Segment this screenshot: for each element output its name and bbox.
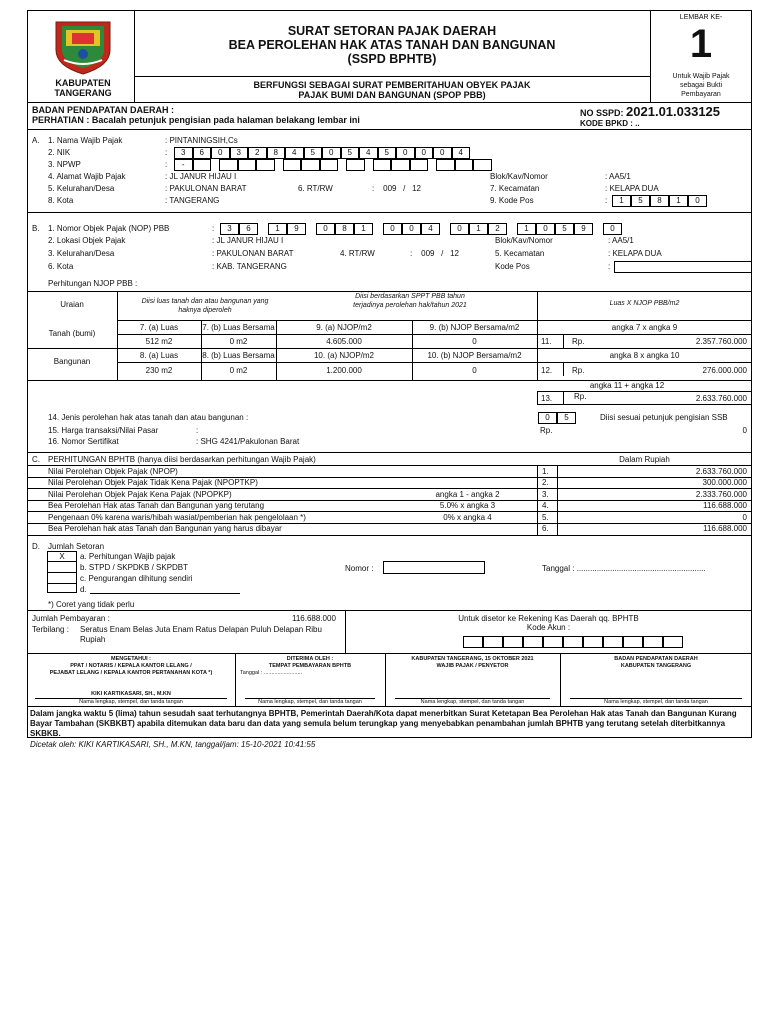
tanah-njop: 4.605.000	[326, 337, 362, 346]
digit-cell: 3	[174, 147, 193, 159]
digit-cell: 0	[603, 223, 622, 235]
option-c: c. Pengurangan dihitung sendiri	[80, 574, 193, 583]
digit-cell: 5	[341, 147, 360, 159]
value-kecamatan: KELAPA DUA	[609, 184, 659, 193]
bphtb-value: 116.688.000	[703, 501, 747, 510]
digit-cell: 4	[452, 147, 471, 159]
digit-cell	[643, 636, 663, 648]
value-12: 276.000.000	[702, 366, 747, 375]
digit-cell: 3	[220, 223, 239, 235]
digit-cell: 1	[469, 223, 488, 235]
digit-cell	[463, 636, 483, 648]
bphtb-no: 1.	[542, 466, 549, 476]
label-kodepos-b: Kode Pos	[495, 262, 530, 271]
bphtb-value: 300.000.000	[702, 478, 747, 487]
value-terbilang: Seratus Enam Belas Juta Enam Ratus Delapan Puluh Delapan Ribu Rupiah	[80, 625, 322, 644]
digit-cell	[436, 159, 455, 171]
bphtb-label: Nilai Perolehan Objek Pajak Kena Pajak (NPOPKP)	[48, 489, 232, 499]
digit-cell: 0	[383, 223, 402, 235]
label-blok: Blok/Kav/Nomor	[490, 172, 548, 181]
label-harga: 15. Harga transaksi/Nilai Pasar	[48, 426, 159, 435]
bphtb-value: 0	[742, 512, 747, 522]
jenis-note: Diisi sesuai petunjuk pengisian SSB	[600, 413, 728, 422]
bphtb-label: Bea Perolehan hak atas Tanah dan Bangunan yang harus dibayar	[48, 524, 282, 533]
bphtb-value: 2.333.760.000	[695, 489, 747, 499]
digit-cell: 6	[193, 147, 212, 159]
digit-cell: 0	[538, 412, 557, 424]
digit-cell: 5	[555, 223, 574, 235]
row-tanah: Tanah (bumi)	[48, 329, 96, 338]
bphtb-no: 2.	[542, 478, 549, 487]
section-d-title: Jumlah Setoran	[48, 542, 105, 551]
digit-cell: 0	[211, 147, 230, 159]
label-nomor: Nomor :	[345, 564, 374, 573]
digit-cell	[563, 636, 583, 648]
label-nop: 1. Nomor Objek Pajak (NOP) PBB	[48, 224, 170, 233]
digit-cell: 1	[354, 223, 373, 235]
digit-cell: 8	[650, 195, 669, 207]
digit-cell: 4	[359, 147, 378, 159]
digit-cell	[219, 159, 238, 171]
digit-cell	[623, 636, 643, 648]
digit-cell: 0	[450, 223, 469, 235]
digit-cell: 5	[557, 412, 576, 424]
value-blok-b: AA5/1	[612, 236, 634, 245]
label-nik: 2. NIK	[48, 148, 71, 157]
bphtb-value: 116.688.000	[703, 524, 747, 533]
digit-cell: 4	[421, 223, 440, 235]
value-rw: 12	[412, 184, 421, 193]
digit-cell: 6	[239, 223, 258, 235]
label-kota: 8. Kota	[48, 196, 74, 205]
value-lokasi: JL JANUR HIJAU I	[216, 236, 284, 245]
col-diisi-sppt: Diisi berdasarkan SPPT PBB tahun terjadinya perolehan hak/tahun 2021	[353, 293, 467, 309]
section-c-letter: C.	[32, 455, 40, 464]
value-nama: PINTANINGSIH,Cs	[169, 136, 238, 145]
digit-cell: 5	[631, 195, 650, 207]
digit-cell	[320, 159, 339, 171]
value-13: 2.633.760.000	[695, 394, 747, 403]
digit-cell: 0	[322, 147, 341, 159]
label-rtrw-b: 4. RT/RW	[340, 249, 375, 258]
label-blok-b: Blok/Kav/Nomor	[495, 236, 553, 245]
value-kecamatan-b: KELAPA DUA	[612, 249, 662, 258]
value-kelurahan-b: PAKULONAN BARAT	[216, 249, 294, 258]
digit-cell: 4	[285, 147, 304, 159]
digit-cell: 1	[612, 195, 631, 207]
label-jenis: 14. Jenis perolehan hak atas tanah dan atau bangunan :	[48, 413, 249, 422]
digit-cell	[256, 159, 275, 171]
ppat-name: KIKI KARTIKASARI, SH., M.KN	[91, 691, 171, 697]
value-rt: 009	[383, 184, 397, 193]
bphtb-calc: 5.0% x angka 3	[439, 501, 496, 510]
nomor-field[interactable]	[383, 561, 485, 574]
digit-cell	[455, 159, 474, 171]
digit-cell: 3	[230, 147, 249, 159]
section-d-letter: D.	[32, 542, 40, 551]
label-tanggal: Tanggal : ..........................................................	[542, 564, 706, 573]
bphtb-value: 2.633.760.000	[695, 466, 747, 476]
label-jumlah: Jumlah Pembayaran :	[32, 614, 110, 623]
bangunan-luas: 230 m2	[145, 366, 173, 375]
skbkbt-warning: Dalam jangka waktu 5 (lima) tahun sesudah saat terhutangnya BPHTB, Pemerintah Daerah/Kota dapat menerbitkan Surat Ketetapan Bea Perolehan Hak atas Tanah dan Bangunan Kurang Bayar Tambahan (SKBKBT) apabila ditemukan data baru dan data yang semula belum terungkap yang menyebabkan penambahan jumlah BPHTB yang terutang setelah diterbitkannya SKBKB.	[30, 709, 737, 738]
dalam-rupiah: Dalam Rupiah	[619, 455, 670, 464]
bphtb-label: Bea Perolehan Hak atas Tanah dan Bangunan yang terutang	[48, 501, 265, 510]
bphtb-no: 4.	[542, 501, 549, 510]
value-11: 2.357.760.000	[695, 337, 747, 346]
digit-cell	[373, 159, 392, 171]
label-rtrw: 6. RT/RW	[298, 184, 333, 193]
checkbox-a[interactable]: X	[59, 552, 65, 561]
label-alamat: 4. Alamat Wajib Pajak	[48, 172, 126, 181]
label-lokasi: 2. Lokasi Objek Pajak	[48, 236, 126, 245]
form-title: SURAT SETORAN PAJAK DAERAH BEA PEROLEHAN HAK ATAS TANAH DAN BANGUNAN (SSPD BPHTB)	[228, 24, 556, 66]
bphtb-no: 5.	[542, 512, 549, 522]
row-bangunan: Bangunan	[53, 357, 91, 366]
njop-title: Perhitungan NJOP PBB :	[48, 279, 138, 288]
value-sertifikat: SHG 4241/Pakulonan Barat	[200, 437, 300, 446]
digit-cell: -	[174, 159, 193, 171]
value-jumlah: 116.688.000	[292, 614, 336, 623]
coret-note: *) Coret yang tidak perlu	[48, 600, 135, 609]
digit-cell: 9	[574, 223, 593, 235]
digit-cell: 5	[378, 147, 397, 159]
value-kota: TANGERANG	[169, 196, 220, 205]
bphtb-no: 3.	[542, 489, 549, 499]
lembar-number: 1	[689, 22, 713, 66]
label-kelurahan: 5. Kelurahan/Desa	[48, 184, 115, 193]
value-blok: AA5/1	[609, 172, 631, 181]
label-kecamatan: 7. Kecamatan	[490, 184, 540, 193]
label-sertifikat: 16. Nomor Sertifikat	[48, 437, 119, 446]
digit-cell	[583, 636, 603, 648]
digit-cell: 0	[433, 147, 452, 159]
bphtb-label: Pengenaan 0% karena waris/hibah wasiat/pemberian hak pengelolaan *)	[48, 512, 306, 522]
digit-cell: 0	[415, 147, 434, 159]
label-kode-akun: Kode Akun :	[526, 623, 571, 632]
digit-cell	[193, 159, 212, 171]
digit-cell	[410, 159, 429, 171]
digit-cell: 8	[267, 147, 286, 159]
lembar-note: Untuk Wajib Pajak sebagai Bukti Pembayaran	[672, 73, 730, 98]
section-c-title: PERHITUNGAN BPHTB (hanya diisi berdasarkan perhitungan Wajib Pajak)	[48, 455, 316, 464]
digit-cell	[483, 636, 503, 648]
digit-cell: 9	[287, 223, 306, 235]
region-name: KABUPATEN TANGERANG	[54, 78, 112, 98]
agency-name: BADAN PENDAPATAN DAERAH :	[32, 105, 174, 115]
col-uraian: Uraian	[60, 300, 84, 309]
digit-cell	[238, 159, 257, 171]
digit-cell: 1	[268, 223, 287, 235]
digit-cell	[503, 636, 523, 648]
bphtb-no: 6.	[542, 524, 549, 533]
digit-cell	[523, 636, 543, 648]
digit-cell: 0	[402, 223, 421, 235]
bangunan-njop: 1.200.000	[326, 366, 362, 375]
label-kelurahan-b: 3. Kelurahan/Desa	[48, 249, 115, 258]
regional-logo	[50, 16, 116, 76]
value-kelurahan: PAKULONAN BARAT	[169, 184, 247, 193]
option-b: b. STPD / SKPDKB / SKPDBT	[80, 563, 189, 572]
digit-cell	[543, 636, 563, 648]
digit-cell	[346, 159, 365, 171]
digit-cell	[301, 159, 320, 171]
printed-by: Dicetak oleh: KIKI KARTIKASARI, SH., M.KN, tanggal/jam: 15-10-2021 10:41:55	[30, 740, 316, 749]
digit-cell: 8	[335, 223, 354, 235]
label-terbilang: Terbilang :	[32, 625, 69, 634]
option-a: a. Perhitungan Wajib pajak	[80, 552, 176, 561]
col-diisi-luas: Diisi luas tanah dan atau bangunan yang haknya diperoleh	[141, 298, 269, 314]
digit-cell: 1	[517, 223, 536, 235]
value-harga: 0	[742, 426, 747, 435]
section-a-letter: A.	[32, 136, 40, 145]
value-alamat: JL JANUR HIJAU I	[169, 172, 237, 181]
label-npwp: 3. NPWP	[48, 160, 81, 169]
digit-cell	[473, 159, 492, 171]
bphtb-label: Nilai Perolehan Objek Pajak (NPOP)	[48, 466, 178, 476]
tanah-luas: 512 m2	[145, 337, 173, 346]
digit-cell	[663, 636, 683, 648]
digit-cell: 2	[248, 147, 267, 159]
option-d: d.	[80, 585, 87, 594]
disetor-note: Untuk disetor ke Rekening Kas Daerah qq. BPHTB	[458, 614, 639, 623]
digit-cell: 2	[488, 223, 507, 235]
bphtb-label: Nilai Perolehan Objek Pajak Tidak Kena Pajak (NPOPTKP)	[48, 478, 258, 487]
digit-cell: 1	[669, 195, 688, 207]
no-sspd: NO SSPD: 2021.01.033125	[580, 104, 721, 119]
kode-bpkd: KODE BPKD : ..	[580, 119, 640, 128]
notice: PERHATIAN : Bacalah petunjuk pengisian pada halaman belakang lembar ini	[32, 115, 360, 125]
digit-cell	[603, 636, 623, 648]
label-kecamatan-b: 5. Kecamatan	[495, 249, 545, 258]
digit-cell: 0	[316, 223, 335, 235]
lembar-label: LEMBAR KE-	[679, 14, 723, 21]
value-kota-b: KAB. TANGERANG	[216, 262, 287, 271]
bphtb-calc: angka 1 - angka 2	[435, 489, 500, 499]
digit-cell: 5	[304, 147, 323, 159]
form-subtitle: BERFUNGSI SEBAGAI SURAT PEMBERITAHUAN OBYEK PAJAK PAJAK BUMI DAN BANGUNAN (SPOP PBB)	[253, 80, 531, 100]
label-kodepos: 9. Kode Pos	[490, 196, 534, 205]
label-nama: 1. Nama Wajib Pajak	[48, 136, 123, 145]
col-luas-njop: Luas X NJOP PBB/m2	[609, 300, 680, 307]
digit-cell: 0	[688, 195, 707, 207]
section-b-letter: B.	[32, 224, 40, 233]
digit-cell: 0	[396, 147, 415, 159]
digit-cell	[283, 159, 302, 171]
digit-cell: 0	[536, 223, 555, 235]
digit-cell	[391, 159, 410, 171]
label-kota-b: 6. Kota	[48, 262, 74, 271]
bphtb-calc: 0% x angka 4	[443, 512, 492, 522]
